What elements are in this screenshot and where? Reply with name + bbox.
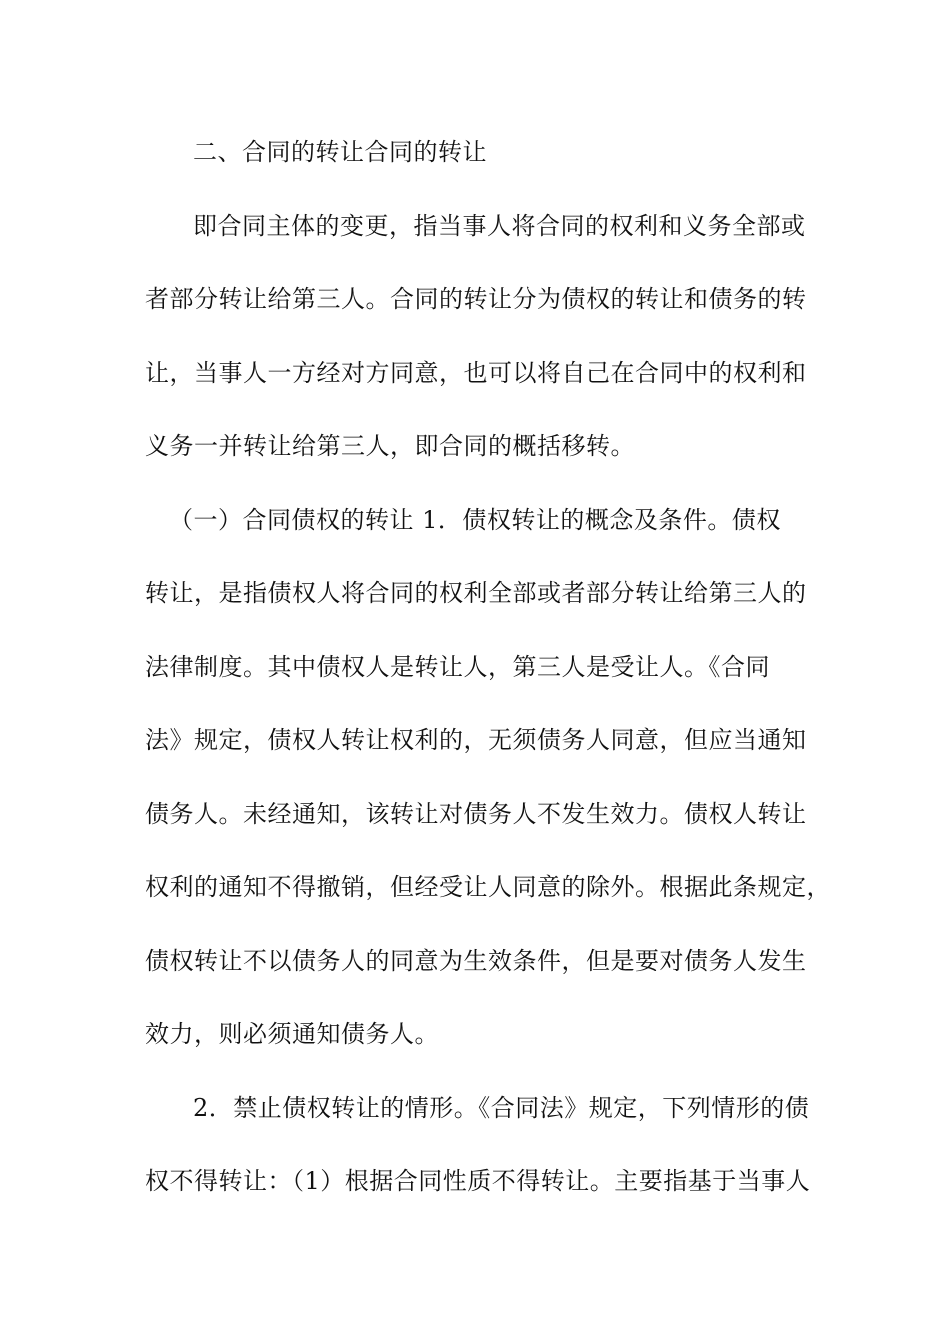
paragraph-line: （一）合同债权的转让 1．债权转让的概念及条件。债权 <box>169 505 781 534</box>
paragraph-line: 法》规定，债权人转让权利的，无须债务人同意，但应当通知 <box>145 726 807 754</box>
document-body <box>145 128 831 1231</box>
paragraph-line: 效力，则必须通知债务人。 <box>145 1020 439 1048</box>
section-heading: 二、合同的转让合同的转让 <box>193 138 487 166</box>
paragraph-line: 义务一并转让给第三人，即合同的概括移转。 <box>145 432 635 460</box>
paragraph-line: 者部分转让给第三人。合同的转让分为债权的转让和债务的转 <box>145 285 807 313</box>
paragraph-line: 转让，是指债权人将合同的权利全部或者部分转让给第三人的 <box>145 579 807 607</box>
paragraph-line: 权利的通知不得撤销，但经受让人同意的除外。根据此条规定， <box>145 873 831 901</box>
paragraph-line: 债权转让不以债务人的同意为生效条件，但是要对债务人发生 <box>145 946 807 975</box>
paragraph-line: 2．禁止债权转让的情形。《合同法》规定，下列情形的债 <box>193 1093 810 1122</box>
paragraph-line: 债务人。未经通知，该转让对债务人不发生效力。债权人转让 <box>145 799 807 828</box>
paragraph-line: 即合同主体的变更，指当事人将合同的权利和义务全部或 <box>193 211 806 240</box>
paragraph-line: 权不得转让：（1）根据合同性质不得转让。主要指基于当事人 <box>145 1167 811 1195</box>
paragraph-line: 法律制度。其中债权人是转让人，第三人是受让人。《合同 <box>145 652 770 681</box>
paragraph-line: 让，当事人一方经对方同意，也可以将自己在合同中的权利和 <box>145 358 807 387</box>
